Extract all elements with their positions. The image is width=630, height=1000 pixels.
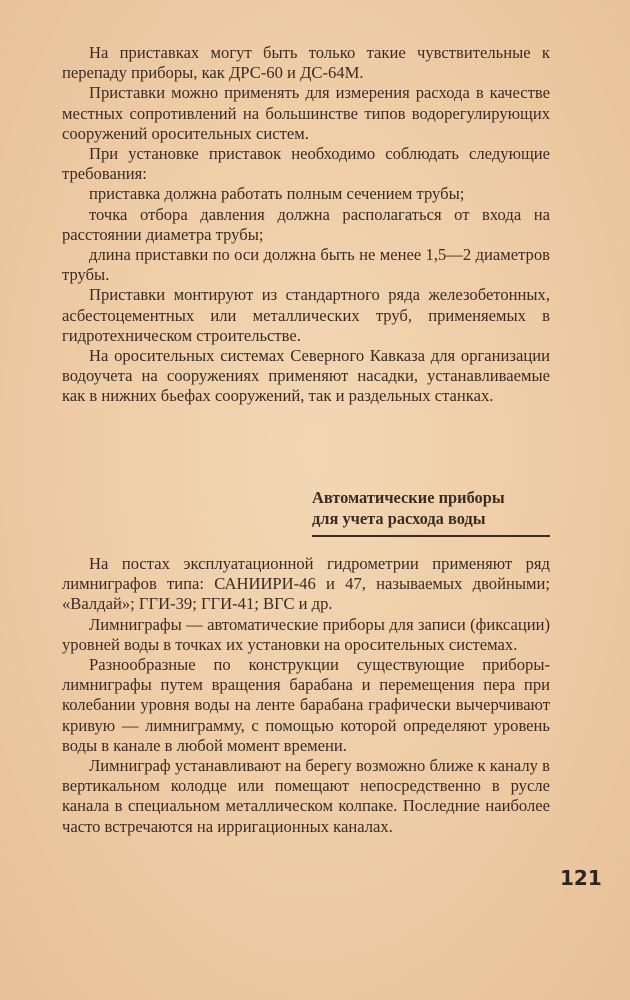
paragraph: На постах эксплуатационной гидрометрии применяют ряд лимниграфов типа: САНИИРИ-46 и 47, называемых двойными; «Валдай»; ГГИ-39; ГГИ-41; ВГС и др. [62,554,550,614]
section-bottom [62,554,550,837]
paragraph: При установке приставок необходимо соблюдать следующие требования: [62,144,550,184]
paragraph: На приставках могут быть только такие чувствительные к перепаду приборы, как ДРС-60 и ДС-64М. [62,43,550,83]
paragraph: Лимниграф устанавливают на берегу возможно ближе к каналу в вертикальном колодце или помещают непосредственно в русле канала в специальном металлическом колпаке. Последние наиболее часто встречаются на ирригационных каналах. [62,756,550,836]
section-top [62,43,550,407]
paragraph: Приставки монтируют из стандартного ряда железобетонных, асбестоцементных или металлических труб, применяемых в гидротехническом строительстве. [62,285,550,345]
paragraph: На оросительных системах Северного Кавказа для организации водоучета на сооружениях применяют насадки, устанавливаемые как в нижних бьефах сооружений, так и раздельных станках. [62,346,550,406]
list-item: приставка должна работать полным сечением трубы; [89,184,465,204]
section-heading [312,487,552,529]
page-number: 121 [560,866,602,890]
paragraph: Приставки можно применять для измерения расхода в качестве местных сопротивлений на большинстве типов водорегулирующих сооружений оросительных систем. [62,83,550,143]
list-item: точка отбора давления должна располагаться от входа на расстоянии диаметра трубы; [62,204,550,244]
paragraph: Лимниграфы — автоматические приборы для записи (фиксации) уровней воды в точках их установки на оросительных системах. [62,614,550,654]
paragraph: Разнообразные по конструкции существующие приборы-лимниграфы путем вращения барабана и перемещения пера при колебании уровня воды на ленте барабана графически вычерчивают кривую — лимниграмму, с помощью которой определяют уровень воды в канале в любой момент времени. [62,655,550,755]
heading-rule [312,535,550,537]
heading-line-2: для учета расхода воды [312,509,486,528]
heading-line-1: Автоматические приборы [312,488,505,507]
list-item: длина приставки по оси должна быть не менее 1,5—2 диаметров трубы. [62,245,550,285]
